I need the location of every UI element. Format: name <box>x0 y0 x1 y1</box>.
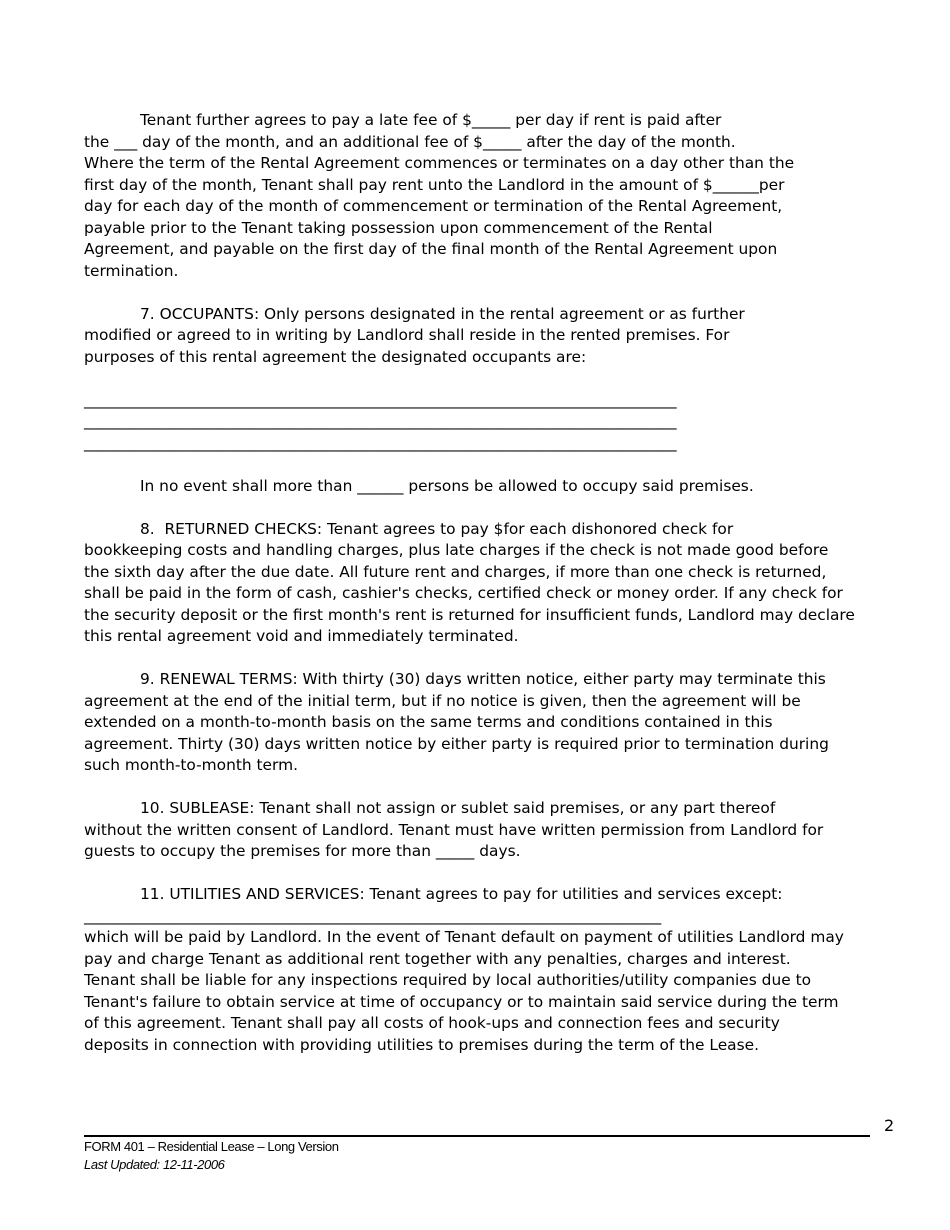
text-line: pay and charge Tenant as additional rent together with any penalties, charges and interest. <box>84 949 791 968</box>
text-line: agreement at the end of the initial term, but if no notice is given, then the agreement will be <box>84 691 801 710</box>
last-updated: Last Updated: 12-11-2006 <box>84 1157 225 1172</box>
text-line: this rental agreement void and immediately terminated. <box>84 627 519 645</box>
text-line: payable prior to the Tenant taking possession upon commencement of the Rental <box>84 218 713 237</box>
text-line: Tenant further agrees to pay a late fee of $_____ per day if rent is paid after <box>140 111 722 129</box>
blank-fill-line: _____________________________________________________________________________ <box>84 433 677 452</box>
text-line: of this agreement. Tenant shall pay all costs of hook-ups and connection fees and security <box>84 1014 780 1032</box>
text-line: Agreement, and payable on the first day of the final month of the Rental Agreement upon <box>84 240 778 258</box>
section-heading-line: 8. RETURNED CHECKS: Tenant agrees to pay $for each dishonored check for <box>140 519 734 538</box>
form-name: FORM 401 – Residential Lease – Long Version <box>84 1139 339 1154</box>
text-line: deposits in connection with providing utilities to premises during the term of the Lease. <box>84 1035 759 1054</box>
text-line: extended on a month-to-month basis on the same terms and conditions contained in this <box>84 713 773 731</box>
text-line: Tenant shall be liable for any inspections required by local authorities/utility companies due to <box>84 971 812 989</box>
text-line: shall be paid in the form of cash, cashier's checks, certified check or money order. If any check for <box>84 584 843 602</box>
text-line: modified or agreed to in writing by Landlord shall reside in the rented premises. For <box>84 326 730 344</box>
late-fee-paragraph <box>84 110 896 282</box>
sublease-paragraph <box>84 798 896 863</box>
section-heading-line: 10. SUBLEASE: Tenant shall not assign or sublet said premises, or any part thereof <box>140 799 776 817</box>
document-body <box>84 110 896 1078</box>
text-line: bookkeeping costs and handling charges, plus late charges if the check is not made good before <box>84 541 829 559</box>
text-line: agreement. Thirty (30) days written notice by either party is required prior to termination during <box>84 734 829 753</box>
page-number: 2 <box>884 1116 895 1135</box>
returned-checks-paragraph <box>84 519 896 648</box>
blank-fill-line: _____________________________________________________________________________ <box>84 390 677 409</box>
text-line: Tenant's failure to obtain service at time of occupancy or to maintain said service during the term <box>84 992 839 1011</box>
blank-fill-line: ___________________________________________________________________________ <box>84 906 662 925</box>
text-line: day for each day of the month of commencement or termination of the Rental Agreement, <box>84 197 783 215</box>
text-line: In no event shall more than ______ persons be allowed to occupy said premises. <box>140 476 754 495</box>
blank-fill-line: _____________________________________________________________________________ <box>84 412 677 430</box>
occupant-blank-lines <box>84 390 896 455</box>
text-line: termination. <box>84 261 179 280</box>
text-line: the ___ day of the month, and an additional fee of $_____ after the day of the month. <box>84 132 736 151</box>
section-heading-line: 7. OCCUPANTS: Only persons designated in the rental agreement or as further <box>140 304 745 323</box>
footer <box>84 1138 339 1174</box>
text-line: first day of the month, Tenant shall pay rent unto the Landlord in the amount of $______per <box>84 175 785 194</box>
text-line: which will be paid by Landlord. In the event of Tenant default on payment of utilities Landlord may <box>84 928 844 946</box>
occupants-paragraph <box>84 304 896 369</box>
text-line: such month-to-month term. <box>84 756 298 774</box>
text-line: purposes of this rental agreement the designated occupants are: <box>84 347 587 366</box>
occupant-limit-paragraph <box>84 476 896 498</box>
footer-divider <box>84 1135 870 1137</box>
renewal-terms-paragraph <box>84 669 896 777</box>
text-line: guests to occupy the premises for more than _____ days. <box>84 842 521 860</box>
utilities-paragraph <box>84 884 896 1056</box>
section-heading-line: 11. UTILITIES AND SERVICES: Tenant agrees to pay for utilities and services except: <box>140 885 783 903</box>
section-heading-line: 9. RENEWAL TERMS: With thirty (30) days written notice, either party may terminate this <box>140 670 826 688</box>
text-line: Where the term of the Rental Agreement commences or terminates on a day other than the <box>84 154 795 172</box>
text-line: the sixth day after the due date. All future rent and charges, if more than one check is returned, <box>84 562 827 581</box>
text-line: the security deposit or the first month's rent is returned for insufficient funds, Landlord may declare <box>84 605 855 624</box>
text-line: without the written consent of Landlord. Tenant must have written permission from Landlord for <box>84 820 824 839</box>
